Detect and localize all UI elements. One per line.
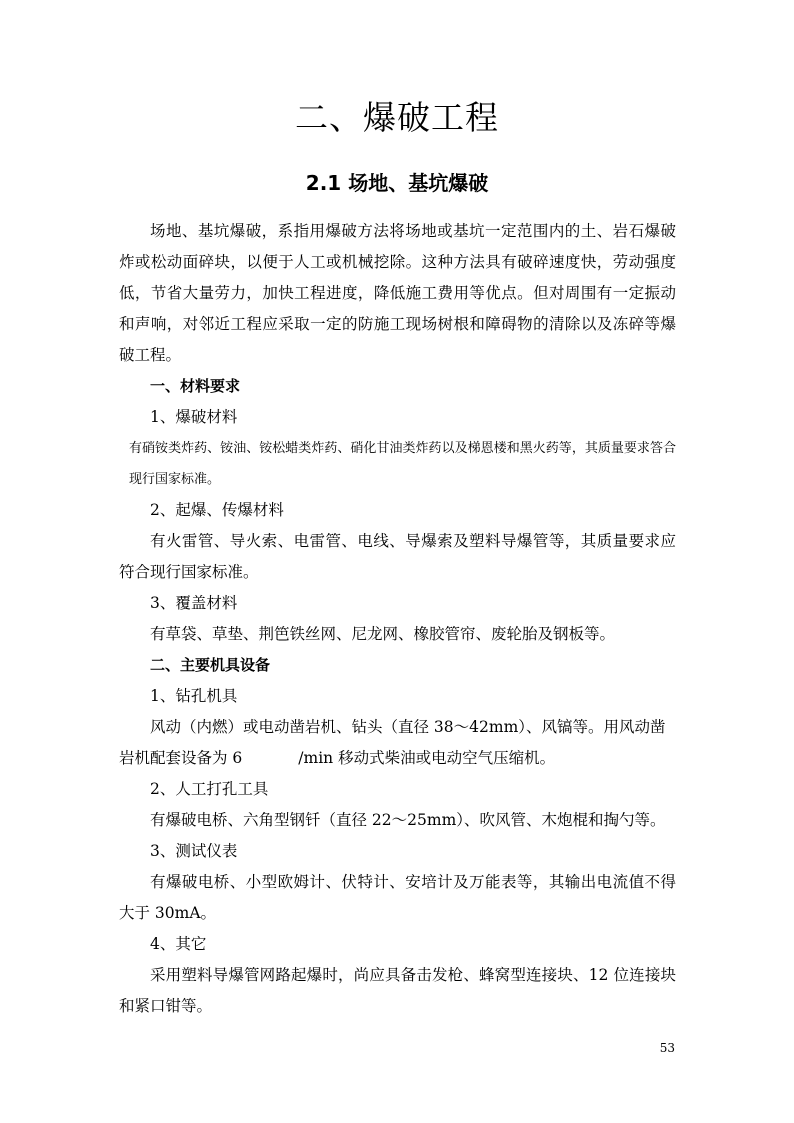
item-text-blasting-materials: 有硝铵类炸药、铵油、铵松蜡类炸药、硝化甘油类炸药以及梯恩楼和黑火药等，其质量要求答合现行国家标准。 (129, 441, 676, 487)
item-label-covering-materials: 3、覆盖材料 (150, 594, 238, 612)
section-subtitle: 2.1 场地、基坑爆破 (305, 171, 489, 195)
item-label-detonation-materials: 2、起爆、传爆材料 (150, 501, 284, 519)
item-label-blasting-materials: 1、爆破材料 (150, 408, 238, 426)
drilling-tools-line2-start: 岩机配套设备为 6 (119, 749, 243, 767)
item-text-covering-materials: 有草袋、草垫、荆笆铁丝网、尼龙网、橡胶管帘、废轮胎及钢板等。 (150, 625, 616, 643)
item-label-others: 4、其它 (150, 935, 207, 953)
section-heading-equipment: 二、主要机具设备 (150, 656, 271, 674)
intro-paragraph: 场地、基坑爆破，系指用爆破方法将场地或基坑一定范围内的土、岩石爆破炸或松动面碎块，以便于人工或机械挖除。这种方法具有破碎速度快，劳动强度低，节省大量劳力，加快工程进度，降低施工费用等优点。但对周围有一定振动和声响，对邻近工程应采取一定的防施工现场树根和障碍物的清除以及冻碎等爆破工程。 (119, 222, 676, 364)
item-label-drilling-tools: 1、钻孔机具 (150, 687, 238, 705)
drilling-tools-line2-end: /min 移动式柴油或电动空气压缩机。 (298, 749, 556, 767)
document-body (119, 216, 676, 1022)
item-text-detonation-materials: 有火雷管、导火索、电雷管、电线、导爆索及塑料导爆管等，其质量要求应符合现行国家标准。 (119, 532, 676, 581)
section-heading-materials: 一、材料要求 (150, 377, 241, 395)
item-text-drilling-tools-line1: 风动（内燃）或电动凿岩机、钻头（直径 38～42mm）、风镐等。用风动凿 (150, 718, 666, 736)
page-title: 二、爆破工程 (295, 98, 499, 137)
item-text-manual-drilling-tools: 有爆破电桥、六角型钢钎（直径 22～25mm）、吹风管、木炮棍和掏勺等。 (150, 811, 666, 829)
item-text-drilling-tools-line2 (119, 743, 676, 774)
item-text-test-instruments: 有爆破电桥、小型欧姆计、伏特计、安培计及万能表等，其输出电流值不得大于 30mA。 (119, 873, 676, 922)
item-label-test-instruments: 3、测试仪表 (150, 842, 238, 860)
item-label-manual-drilling-tools: 2、人工打孔工具 (150, 780, 269, 798)
item-text-others: 采用塑料导爆管网路起爆时，尚应具备击发枪、蜂窝型连接块、12 位连接块和紧口钳等。 (119, 966, 676, 1015)
page-number: 53 (659, 1041, 675, 1055)
